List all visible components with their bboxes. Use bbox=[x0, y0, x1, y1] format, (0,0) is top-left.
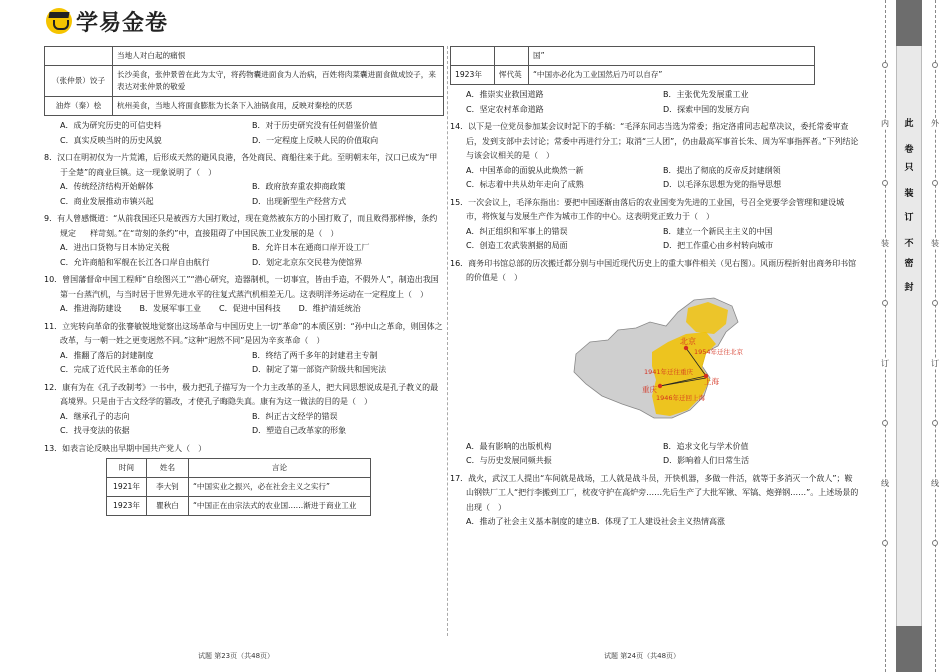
question-7-options bbox=[44, 119, 444, 148]
option-d[interactable]: D．以毛泽东思想为党的指导思想 bbox=[663, 180, 782, 189]
quote-table bbox=[106, 458, 371, 516]
map-label-shanghai: 上海 bbox=[704, 376, 719, 386]
option-b[interactable]: B．纠正古文经学的错误 bbox=[252, 411, 338, 421]
outer-label: 线 bbox=[931, 479, 939, 488]
seal-char: 卷 bbox=[904, 145, 914, 155]
inner-label: 线 bbox=[881, 479, 889, 488]
option-b[interactable]: B．对于历史研究没有任何借鉴价值 bbox=[252, 121, 378, 130]
option-a[interactable]: A．继承孔子的志向 bbox=[60, 411, 130, 421]
seal-char: 只 bbox=[904, 163, 914, 173]
option-d[interactable]: D．划定北京东交民巷为使馆界 bbox=[252, 257, 363, 267]
table-header-row bbox=[107, 459, 371, 478]
question-stem: 14．以下是一位党员参加某会议时記下的手稿：“毛泽东同志当选为常委；指定洛甫同志起草决议，委托常委审查后，发到支部中去讨论；常委中再进行分工；取消“三人团”，仍由最高军事首长朱、周为军事指挥者。”下列结论与该会议相关的是（ ） bbox=[450, 122, 859, 160]
option-a[interactable]: A．纠正组织和军事上的错误 bbox=[466, 226, 568, 236]
graduation-cap-icon bbox=[46, 8, 72, 34]
inner-label: 订 bbox=[881, 359, 889, 368]
table-cell: “中国亦必化为工业国然后乃可以自存” bbox=[529, 66, 815, 85]
table-cell: 1923年 bbox=[451, 66, 495, 85]
question-14 bbox=[450, 120, 860, 193]
seal-char: 装 bbox=[904, 189, 914, 199]
option-c[interactable]: C．允许商船和军舰在长江各口岸自由航行 bbox=[60, 257, 210, 267]
seal-char: 密 bbox=[904, 259, 914, 269]
option-c[interactable]: C．找寻变法的依据 bbox=[60, 426, 130, 435]
table-cell: 瞿秋白 bbox=[147, 497, 189, 516]
table-row bbox=[45, 47, 444, 66]
question-15 bbox=[450, 196, 860, 254]
table-cell bbox=[451, 47, 495, 66]
table-cell: 当地人对白起的痛恨 bbox=[113, 47, 444, 66]
question-13-options bbox=[450, 88, 860, 117]
logo bbox=[46, 6, 168, 36]
table-row bbox=[451, 47, 815, 66]
option-a[interactable]: A．最有影响的出版机构 bbox=[466, 441, 552, 451]
binding-hole-icon bbox=[882, 420, 888, 426]
china-map-figure bbox=[556, 292, 746, 434]
column-divider bbox=[447, 46, 448, 636]
binding-hole-icon bbox=[882, 300, 888, 306]
option-b[interactable]: B．提出了彻底的反帝反封建纲领 bbox=[663, 165, 781, 175]
table-row bbox=[45, 97, 444, 116]
question-stem: 8．汉口在明初仅为一片荒滩，后形成天然的避风良港，各处商民、商船往来于此。至明朝末年，汉口已成为“甲于全楚”的商业巨镇。这一现象说明了（ ） bbox=[44, 153, 438, 177]
option-a[interactable]: A．中国革命的面貌从此焕然一新 bbox=[466, 165, 584, 175]
option-a[interactable]: A．推崇实业救国道路 bbox=[466, 90, 544, 99]
table-row bbox=[451, 66, 815, 85]
question-stem: 9．有人曾感慨道：“从前我国还只是被西方大国打败过，现在竟然被东方的小国打败了，而且败得那样惨，条约规定 bbox=[44, 214, 438, 238]
question-13 bbox=[44, 442, 444, 517]
option-b[interactable]: B．发展军事工业 bbox=[139, 304, 201, 313]
binding-hole-icon bbox=[932, 300, 938, 306]
option-b[interactable]: B．允许日本在通商口岸开设工厂 bbox=[252, 243, 370, 252]
china-map bbox=[556, 292, 746, 434]
table-cell: 1923年 bbox=[107, 497, 147, 516]
binding-hole-icon bbox=[932, 420, 938, 426]
option-b[interactable]: B．政府放弃重农抑商政策 bbox=[252, 182, 346, 191]
question-stem: 17．战火，武汉工人提出“车间就是战场，工人就是战斗员，开快机器，多做一件活，就等于多消灭一个敌人”；鞍山钢铁厂工人“把行李搬到工厂，枕夜守护在高炉旁……先后生产了大批军锹、军镐、炮弹钢……”。上述场景的出现（ ） bbox=[450, 473, 859, 512]
table-cell: 油炸（秦）桧 bbox=[45, 97, 113, 116]
question-8 bbox=[44, 151, 444, 209]
binding-hole-icon bbox=[882, 62, 888, 68]
option-a[interactable]: A．成为研究历史的可信史料 bbox=[60, 121, 162, 130]
page-footer: 试题 第24页（共48页） bbox=[604, 652, 681, 660]
outer-label: 外 bbox=[931, 119, 939, 128]
question-11 bbox=[44, 320, 444, 378]
table-cell: 恽代英 bbox=[495, 66, 529, 85]
table-cell: “中国正在由宗法式的农业国……渐进于商业工业 bbox=[189, 497, 371, 516]
option-c[interactable]: C．与历史发展同频共振 bbox=[466, 456, 552, 465]
option-c[interactable]: C．真实反映当时的历史风貌 bbox=[60, 135, 162, 145]
outer-binding-line bbox=[935, 0, 936, 672]
option-b[interactable]: B．终结了两千多年的封建君主专制 bbox=[252, 350, 378, 360]
seal-strip-top bbox=[896, 0, 922, 46]
question-stem: 13．如表言论反映出早期中国共产党人（ ） bbox=[44, 443, 207, 453]
table-cell: 长沙美食，张仲景曾在此为太守，将药物囊进面食为人治病，百姓将肉菜囊进面食做成饺子，来表达对张仲景的敬爱 bbox=[113, 66, 444, 97]
inner-binding-line bbox=[885, 0, 886, 672]
option-d[interactable]: D．制定了第一部资产阶级共和国宪法 bbox=[252, 365, 387, 374]
binding-hole-icon bbox=[882, 180, 888, 186]
seal-strip bbox=[896, 0, 922, 672]
option-c[interactable]: C．商业发展推动市镇兴起 bbox=[60, 196, 154, 206]
table-cell: 国” bbox=[529, 47, 815, 66]
binding-hole-icon bbox=[932, 180, 938, 186]
inner-label: 内 bbox=[881, 119, 889, 128]
question-10 bbox=[44, 273, 444, 317]
option-c[interactable]: C．标志着中共从幼年走向了成熟 bbox=[466, 180, 584, 189]
question-9 bbox=[44, 212, 444, 270]
map-label-to-chongqing: 1941年迁往重庆 bbox=[644, 367, 694, 376]
seal-char: 不 bbox=[904, 239, 914, 249]
table-cell: 1921年 bbox=[107, 478, 147, 497]
outer-label: 订 bbox=[931, 359, 939, 368]
question-stem: 11．立宪转向革命的张謇敏锐地觉察出这场革命与中国历史上一切“革命”的本质区别：“孙中山之革命，则国体之改革，与一朝一姓之更变迥然不同。”这种“迥然不同”是因为辛亥革命（ ） bbox=[44, 321, 443, 345]
table-cell: “中国实业之振兴，必在社会主义之实行” bbox=[189, 478, 371, 497]
quote-table-continued bbox=[450, 46, 815, 85]
option-a[interactable]: A．传统经济结构开始解体 bbox=[60, 182, 154, 191]
seal-char: 订 bbox=[904, 213, 914, 223]
food-table bbox=[44, 46, 444, 116]
question-stem: 10．曾国藩督命中国工程师“自绘图兴工”“潜心研究，造器制机，一切事宜，皆由手造，不假外人”，制造出我国第一台蒸汽机，与当时居于世界先进水平的往复式蒸汽机相差无几。这表明洋务运动在一定程度上（ ） bbox=[44, 275, 439, 299]
inner-label: 装 bbox=[881, 239, 889, 248]
left-column bbox=[44, 46, 444, 518]
option-d[interactable]: D．影响着人们日常生活 bbox=[663, 456, 750, 465]
table-cell: 李大钊 bbox=[147, 478, 189, 497]
question-stem-cont: 样苛刻。”在“苛刻的条约”中，直接阻碍了中国民族工业发展的是（ ） bbox=[90, 228, 339, 238]
question-16 bbox=[450, 257, 860, 469]
option-c[interactable]: C．完成了近代民主革命的任务 bbox=[60, 365, 170, 374]
logo-text: 学易金卷 bbox=[76, 10, 169, 36]
binding-hole-icon bbox=[932, 62, 938, 68]
option-b[interactable]: B．追求文化与学术价值 bbox=[663, 441, 749, 451]
option-c[interactable]: C．创造工农武装割据的局面 bbox=[466, 241, 568, 250]
question-12 bbox=[44, 381, 444, 439]
map-label-to-shanghai: 1946年迁回上海 bbox=[656, 393, 706, 402]
option-d[interactable]: D．一定程度上反映人民的价值取向 bbox=[252, 135, 379, 145]
option-a[interactable]: A．进出口货物与日本协定关税 bbox=[60, 243, 170, 252]
table-header: 姓名 bbox=[147, 459, 189, 478]
seal-char: 封 bbox=[904, 283, 914, 293]
option-a[interactable]: A．推动了社会主义基本制度的建立 bbox=[466, 517, 592, 526]
chongqing-marker bbox=[658, 383, 662, 387]
table-cell: （张仲景）饺子 bbox=[45, 66, 113, 97]
binding-hole-icon bbox=[932, 540, 938, 546]
option-d[interactable]: D．维护清廷统治 bbox=[298, 304, 361, 313]
table-cell bbox=[495, 47, 529, 66]
option-d[interactable]: D．塑造自己改革家的形象 bbox=[252, 426, 347, 435]
option-b[interactable]: B．主张优先发展重工业 bbox=[663, 90, 749, 99]
table-row bbox=[107, 497, 371, 516]
question-stem: 12．康有为在《孔子改制考》一书中，极力把孔子描写为一个力主改革的圣人，把大同思想说成是孔子教义的最高境界。只是由于古文经学的篡改，才使孔子晦隐失真。康有为这一做法的目的是（ ） bbox=[44, 382, 439, 406]
option-d[interactable]: D．探索中国的发展方向 bbox=[663, 104, 750, 114]
option-a[interactable]: A．推翻了落后的封建制度 bbox=[60, 350, 154, 360]
option-a[interactable]: A．推进海防建设 bbox=[60, 304, 122, 313]
table-cell: 杭州美食，当地人将面食膨胀为长条下入油锅食用，反映对秦桧的厌恶 bbox=[113, 97, 444, 116]
outer-label: 装 bbox=[931, 239, 939, 248]
beijing-marker bbox=[684, 345, 688, 349]
option-b[interactable]: B．体现了工人建设社会主义热情高涨 bbox=[591, 517, 725, 526]
option-c[interactable]: C．促进中国科技 bbox=[218, 304, 281, 313]
question-stem: 15．一次会议上，毛泽东指出：要把中国逐渐由落后的农业国变为先进的工业国，号召全党要学会管理和建设城市，将恢复与发展生产作为城市工作的中心。这表明党正致力于（ ） bbox=[450, 197, 845, 221]
seal-strip-bottom bbox=[896, 626, 922, 672]
page-footer: 试题 第23页（共48页） bbox=[198, 652, 275, 660]
question-stem: 16．商务印书馆总部的历次搬迁都分别与中国近现代历史上的重大事件相关（见右图）。风雨历程折射出商务印书馆的价值是（ ） bbox=[450, 258, 857, 282]
binding-hole-icon bbox=[882, 540, 888, 546]
map-label-beijing: 北京 bbox=[680, 336, 696, 346]
table-header: 时间 bbox=[107, 459, 147, 478]
table-row bbox=[45, 66, 444, 97]
table-header: 言论 bbox=[189, 459, 371, 478]
map-label-to-beijing: 1954年迁往北京 bbox=[694, 347, 744, 356]
seal-char: 此 bbox=[904, 119, 914, 129]
table-row bbox=[107, 478, 371, 497]
question-17 bbox=[450, 472, 860, 530]
option-c[interactable]: C．坚定农村革命道路 bbox=[466, 104, 544, 114]
table-cell bbox=[45, 47, 113, 66]
option-d[interactable]: D．出现新型生产经营方式 bbox=[252, 196, 347, 206]
option-d[interactable]: D．把工作重心由乡村转向城市 bbox=[663, 241, 774, 250]
option-b[interactable]: B．建立一个新民主主义的中国 bbox=[663, 226, 773, 236]
right-column bbox=[450, 46, 860, 530]
map-label-chongqing: 重庆 bbox=[642, 384, 657, 394]
